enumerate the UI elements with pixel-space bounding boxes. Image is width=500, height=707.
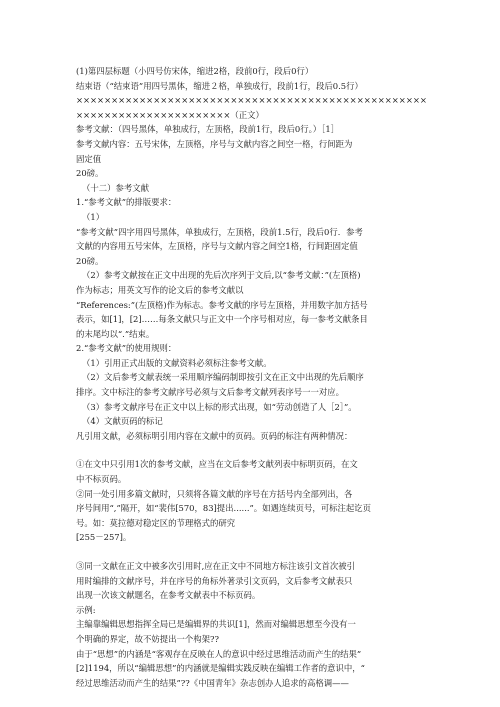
text-block-page-marking — [76, 457, 438, 545]
text-line: 固定值 — [76, 153, 102, 164]
text-line: （2）文后参考文献表统一采用顺序编码制即按引文在正文中出现的先后顺序 — [82, 372, 364, 383]
text-line: ×××××××××××××××××××××××××××××××××××××××××××××××××× — [76, 95, 427, 106]
text-line: 序号间用“,”隔开，如“裴伟[570，83]提出......”。如遇连续页号，可标注起讫页 — [76, 503, 372, 514]
paragraph-gap — [76, 443, 438, 457]
text-line: “References:”(左顶格)作为标志。参考文献的序号左顶格，并用数字加方括号 — [76, 299, 368, 310]
text-line: （4）文献页码的标记 — [82, 416, 163, 427]
text-line: “参考文献”四字用四号黑体，单独成行，左顶格，段前1.5行，段后0行．参考 — [76, 226, 363, 237]
text-line: （1）引用正式出版的文献资料必须标注参考文献。 — [82, 357, 272, 368]
text-line: ①在文中只引用1次的参考文献，应当在文后参考文献列表中标明页码，在文 — [76, 459, 358, 470]
text-block-repeated-citation — [76, 559, 438, 690]
text-line: 的末尾均以“.”结束。 — [76, 328, 155, 339]
text-line: (1)第四层标题（小四号仿宋体，缩进2格，段前0行，段后0行） — [76, 66, 314, 76]
text-line: 结束语（“结束语”用四号黑体，缩进２格，单独成行，段前1行，段后0.5行） — [76, 80, 363, 91]
text-line: 示例: — [76, 604, 96, 615]
text-line: （3）参考文献序号在正文中以上标的形式出现，如“劳动创造了人［2］”。 — [82, 401, 357, 412]
text-line: 出现一次该文献题名，在参考文献表中不标页码。 — [76, 590, 261, 601]
text-line: 由于“思想”的内涵是“客观存在反映在人的意识中经过思维活动而产生的结果” — [76, 648, 362, 659]
text-line: 经过思维活动而产生的结果”??《中国青年》杂志创办人追求的高格调—— — [76, 677, 349, 688]
text-line: 排序。文中标注的参考文献序号必须与文后参考文献列表序号一一对应。 — [76, 387, 344, 398]
text-line: 个明确的界定，故不妨提出一个构架?? — [76, 633, 219, 644]
text-line: 文献的内容用五号宋体，左顶格，序号与文献内容之间空1格，行间距固定值 — [76, 241, 358, 252]
text-line: [255－257]。 — [76, 532, 132, 543]
text-line: 表示，如[1]，[2]……每条文献只与正文中一个序号相对应，每一参考文献条目 — [76, 314, 368, 325]
text-line: [2]1194，所以“编辑思想”的内涵就是编辑实践反映在编辑工作者的意识中，“ — [76, 663, 365, 674]
text-block-format-rules — [76, 64, 438, 443]
text-line: 20磅。 — [76, 168, 104, 179]
text-line: 中不标页码。 — [76, 474, 127, 485]
text-line: 凡引用文献，必须标明引用内容在文献中的页码。页码的标注有两种情况： — [76, 430, 353, 441]
paragraph-gap — [76, 545, 438, 559]
text-line: 号。如：莫拉德对稳定区的节理格式的研究 — [76, 517, 236, 528]
text-line: （十二）参考文献 — [82, 182, 149, 193]
text-line: （2）参考文献按在正文中出现的先后次序列于文后,以“参考文献：”(左顶格) — [82, 270, 361, 281]
text-line: 参考文献：（四号黑体，单独成行，左顶格，段前1行，段后0行。）［1］ — [76, 124, 340, 135]
text-line: 2.“参考文献”的使用规则： — [76, 343, 177, 354]
text-line: 主编靠编辑思想指挥全局已是编辑界的共识[1]，然而对编辑思想至今没有一 — [76, 619, 356, 630]
text-line: 20磅。 — [76, 255, 104, 266]
text-line: 用时编排的文献序号，并在序号的角标外著录引文页码，文后参考文献表只 — [76, 575, 353, 586]
text-line: 参考文献内容：五号宋体，左顶格，序号与文献内容之间空一格，行间距为 — [76, 138, 353, 149]
text-line: 1.“参考文献”的排版要求： — [76, 197, 177, 208]
text-line: ②同一处引用多篇文献时，只须将各篇文献的序号在方括号内全部列出，各 — [76, 488, 353, 499]
text-line: 作为标志；用英文写作的论文后的参考文献以 — [76, 284, 244, 295]
text-line: ××××××××××××××××××××××（正文） — [76, 109, 264, 120]
text-line: （1） — [82, 211, 105, 222]
text-line: ③同一文献在正文中被多次引用时,应在正文中不同地方标注该引文首次被引 — [76, 561, 356, 571]
